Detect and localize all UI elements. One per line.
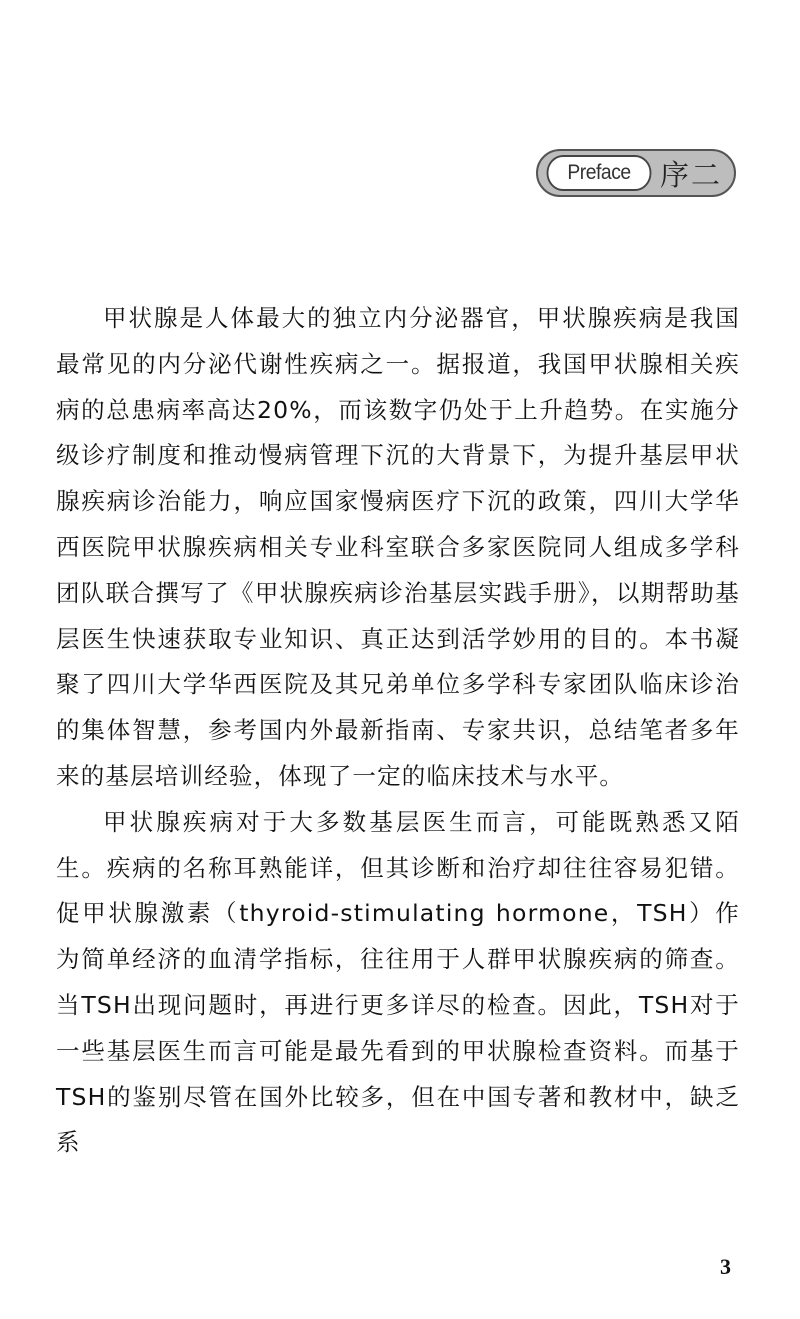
page-number: 3 — [720, 1254, 731, 1279]
preface-header-badge — [536, 149, 738, 199]
header-label-en: Preface — [547, 155, 652, 191]
paragraph-1: 甲状腺是人体最大的独立内分泌器官，甲状腺疾病是我国最常见的内分泌代谢性疾病之一。据报道，我国甲状腺相关疾病的总患病率高达20%，而该数字仍处于上升趋势。在实施分级诊疗制度和推动慢病管理下沉的大背景下，为提升基层甲状腺疾病诊治能力，响应国家慢病医疗下沉的政策，四川大学华西医院甲状腺疾病相关专业科室联合多家医院同人组成多学科团队联合撰写了《甲状腺疾病诊治基层实践手册》，以期帮助基层医生快速获取专业知识、真正达到活学妙用的目的。本书凝聚了四川大学华西医院及其兄弟单位多学科专家团队临床诊治的集体智慧，参考国内外最新指南、专家共识，总结笔者多年来的基层培训经验，体现了一定的临床技术与水平。 — [56, 304, 740, 790]
header-label-cn: 序二 — [660, 157, 723, 192]
paragraph-2: 甲状腺疾病对于大多数基层医生而言，可能既熟悉又陌生。疾病的名称耳熟能详，但其诊断和治疗却往往容易犯错。促甲状腺激素（thyroid-stimulating hormone，TSH）作为简单经济的血清学指标，往往用于人群甲状腺疾病的筛查。当TSH出现问题时，再进行更多详尽的检查。因此，TSH对于一些基层医生而言可能是最先看到的甲状腺检查资料。而基于TSH的鉴别尽管在国外比较多，但在中国专著和教材中，缺乏系 — [56, 807, 740, 1157]
preface-body — [56, 296, 740, 1166]
